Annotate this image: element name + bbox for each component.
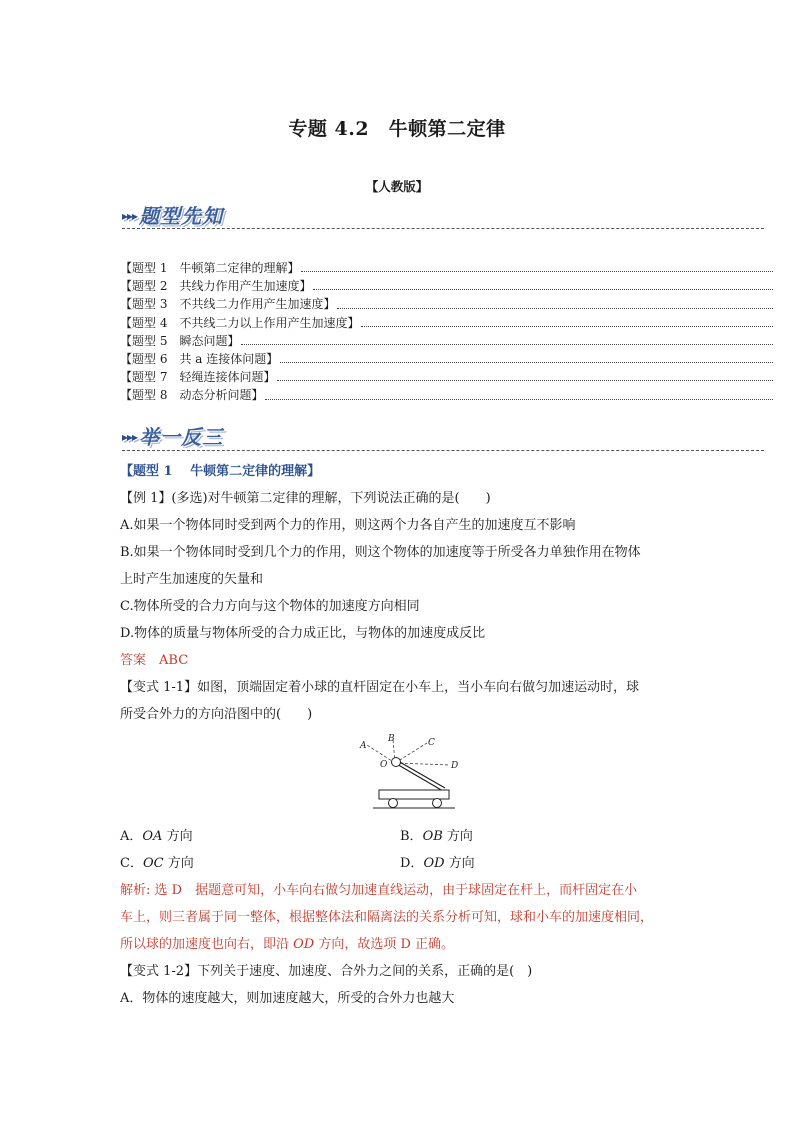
option-a: A.如果一个物体同时受到两个力的作用，则这两个力各自产生的加速度互不影响 bbox=[120, 518, 576, 533]
variant-1-1-line2: 所受合外力的方向沿图中的( ) bbox=[120, 707, 313, 722]
page-title: 专题 4.2 牛顿第二定律 bbox=[288, 118, 506, 140]
explanation-line1: 解析: 选 D 据题意可知，小车向右做匀加速直线运动，由于球固定在杆上，而杆固定在小 bbox=[120, 883, 638, 898]
banner-overview-text: 题型先知 bbox=[139, 204, 224, 228]
variant-1-2-stem: 【变式 1-2】下列关于速度、加速度、合外力之间的关系，正确的是( ) bbox=[120, 964, 533, 979]
rod-edge bbox=[398, 761, 445, 788]
toc-item[interactable] bbox=[120, 259, 773, 277]
option-d: D．OD 方向 bbox=[400, 856, 475, 871]
toc-item-label: 【题型 6 共 a 连接体问题】 bbox=[120, 351, 279, 366]
option-d: D.物体的质量与物体所受的合力成正比，与物体的加速度成反比 bbox=[120, 626, 486, 641]
toc-leader bbox=[265, 398, 773, 400]
toc-item[interactable] bbox=[120, 295, 773, 313]
table-of-contents bbox=[120, 259, 773, 405]
option-b-line2: 上时产生加速度的矢量和 bbox=[120, 572, 264, 587]
cart-body bbox=[379, 790, 449, 799]
toc-item[interactable] bbox=[120, 332, 773, 350]
answer-label: 答案 bbox=[120, 653, 147, 668]
option-b: B．OB 方向 bbox=[400, 829, 473, 844]
options-row-2 bbox=[120, 850, 680, 877]
rod bbox=[395, 763, 443, 791]
option-b-line1: B.如果一个物体同时受到几个力的作用，则这个物体的加速度等于所受各力单独作用在物体 bbox=[120, 545, 641, 560]
arrow-icon: ▸▸▸ bbox=[122, 430, 138, 444]
toc-item-label: 【题型 5 瞬态问题】 bbox=[120, 333, 240, 348]
toc-item-label: 【题型 2 共线力作用产生加速度】 bbox=[120, 279, 312, 294]
section-1-continued bbox=[120, 823, 680, 1012]
cart-rod-figure bbox=[355, 733, 465, 813]
toc-item-label: 【题型 3 不共线二力作用产生加速度】 bbox=[120, 297, 336, 312]
option-c: C.物体所受的合力方向与这个物体的加速度方向相同 bbox=[120, 599, 420, 614]
label-o: O bbox=[380, 760, 388, 770]
option-a: A．OA 方向 bbox=[120, 829, 193, 844]
toc-item-label: 【题型 7 轻绳连接体问题】 bbox=[120, 370, 276, 385]
section-heading: 【题型 1 牛顿第二定律的理解】 bbox=[120, 464, 321, 479]
options-row-1 bbox=[120, 823, 680, 850]
toc-leader bbox=[301, 270, 773, 272]
toc-item[interactable] bbox=[120, 350, 773, 368]
variant-1-2-option-a: A．物体的速度越大，则加速度越大，所受的合外力也越大 bbox=[120, 991, 455, 1006]
answer-line bbox=[120, 647, 680, 674]
toc-leader bbox=[361, 325, 773, 327]
toc-item[interactable] bbox=[120, 277, 773, 295]
variant-1-1-line1: 【变式 1-1】如图，顶端固定着小球的直杆固定在小车上，当小车向右做匀加速运动时，球 bbox=[120, 680, 640, 695]
toc-item-label: 【题型 8 动态分析问题】 bbox=[120, 388, 264, 403]
toc-leader bbox=[280, 361, 773, 363]
cart-wheel-right bbox=[433, 799, 442, 808]
arrow-icon: ▸▸▸ bbox=[122, 209, 138, 223]
toc-leader bbox=[337, 307, 773, 309]
answer-value: ABC bbox=[159, 653, 189, 668]
toc-item-label: 【题型 1 牛顿第二定律的理解】 bbox=[120, 260, 300, 275]
label-a: A bbox=[360, 741, 367, 751]
ball bbox=[392, 758, 401, 767]
toc-item[interactable] bbox=[120, 314, 773, 332]
banner-practice bbox=[122, 421, 223, 447]
label-d: D bbox=[451, 761, 459, 771]
toc-leader bbox=[241, 343, 773, 345]
toc-item[interactable] bbox=[120, 368, 773, 386]
toc-item-label: 【题型 4 不共线二力以上作用产生加速度】 bbox=[120, 315, 360, 330]
divider bbox=[122, 228, 764, 229]
explanation-line3: 所以球的加速度也向右，即沿 OD 方向，故选项 D 正确。 bbox=[120, 937, 455, 952]
edition-label: 【人教版】 bbox=[365, 179, 429, 194]
example-stem: 【例 1】(多选)对牛顿第二定律的理解，下列说法正确的是( ) bbox=[120, 491, 491, 506]
explanation-line2: 车上，则三者属于同一整体，根据整体法和隔离法的关系分析可知，球和小车的加速度相同， bbox=[120, 910, 654, 925]
label-c: C bbox=[428, 738, 435, 748]
toc-item[interactable] bbox=[120, 386, 773, 404]
cart-wheel-left bbox=[389, 799, 398, 808]
banner-overview bbox=[122, 200, 223, 226]
toc-leader bbox=[277, 379, 773, 381]
label-b: B bbox=[388, 734, 395, 744]
banner-practice-text: 举一反三 bbox=[139, 425, 224, 449]
toc-leader bbox=[313, 288, 773, 290]
section-1 bbox=[120, 458, 680, 728]
divider bbox=[122, 450, 764, 451]
option-c: C．OC 方向 bbox=[120, 856, 194, 871]
